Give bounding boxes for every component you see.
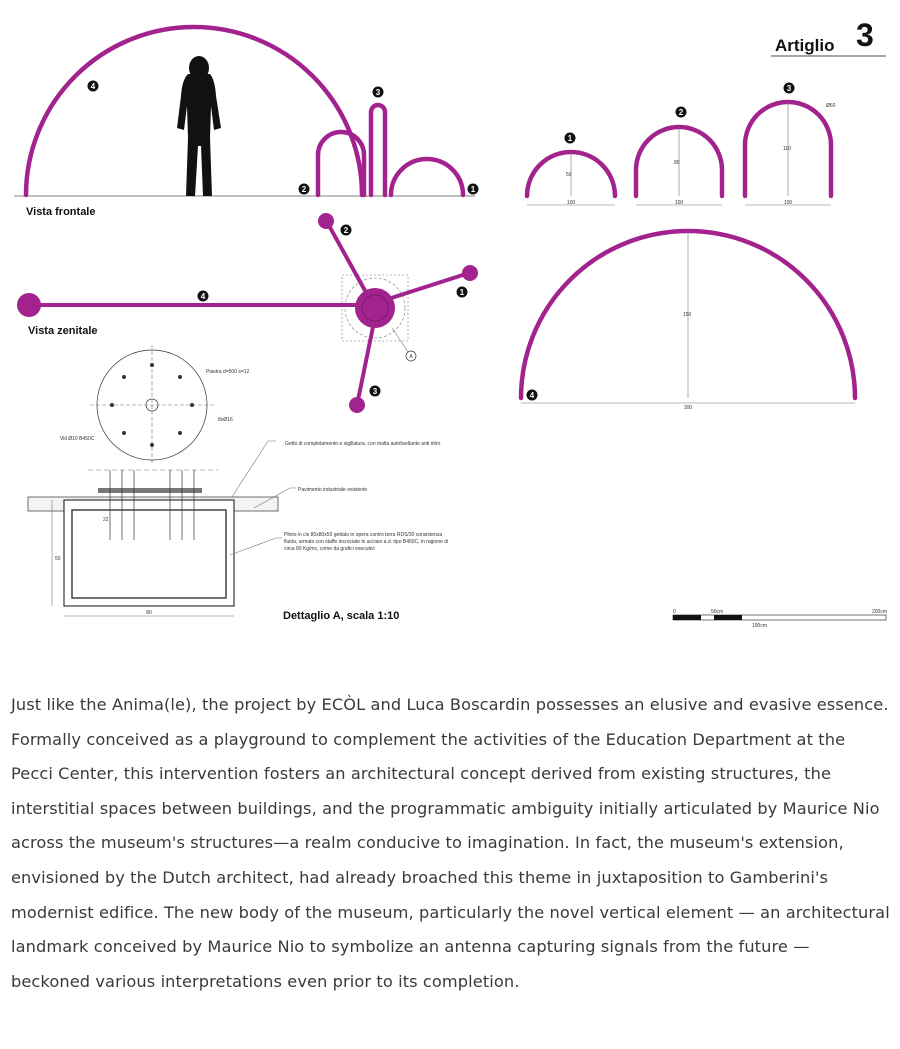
article-paragraph: Just like the Anima(le), the project by ECÒL and Luca Boscardin possesses an elusive and evasive essence. Formally conceived as a playground to complement the activities of the Education Department at the Pecci Center, this intervention fosters an architectural concept derived from existing structures, the interstitial spaces between buildings, and the programmatic ambiguity initially articulated by Maurice Nio across the museum's structures—a realm conducive to imagination. In fact, the museum's extension, envisioned by the Dutch architect, had already broached this theme in juxtaposition to Gamberini's modernist edifice. The new body of the museum, particularly the novel vertical element — an architectural landmark conceived by Maurice Nio to symbolize an antenna capturing signals from the future — beckoned various interpretations even prior to its completion. [11, 695, 890, 991]
base-plate [98, 488, 202, 493]
svg-text:100: 100 [674, 200, 684, 206]
svg-text:200cm: 200cm [872, 609, 888, 615]
end-cap-1 [462, 265, 478, 281]
svg-text:1: 1 [567, 134, 573, 143]
svg-text:4: 4 [90, 82, 96, 91]
marker-4-top [198, 291, 209, 302]
arch-1-detail [527, 133, 615, 207]
note-grout: Getto di completamento e sigillatura, con malta autolivellante anti ritiro [285, 441, 441, 447]
detail-a-callout [392, 328, 416, 361]
person-silhouette [177, 56, 221, 196]
top-view-label: Vista zenitale [28, 325, 98, 337]
svg-text:A: A [409, 354, 413, 360]
end-cap-3 [349, 397, 365, 413]
svg-text:3: 3 [375, 88, 381, 97]
title-word: Artiglio [775, 36, 835, 55]
svg-text:Viti Ø10 B450C: Viti Ø10 B450C [60, 436, 95, 442]
svg-text:150: 150 [683, 312, 692, 318]
top-view [17, 213, 478, 413]
scale-bar [673, 609, 887, 629]
svg-text:2: 2 [301, 185, 307, 194]
marker-2-front [299, 184, 310, 195]
svg-text:80: 80 [146, 610, 152, 616]
plinth-block [64, 500, 234, 606]
note-floor: Pavimento industriale esistente [298, 487, 368, 493]
svg-text:3: 3 [372, 387, 378, 396]
svg-text:50cm: 50cm [711, 609, 724, 615]
arm-1-top [385, 273, 469, 300]
arch-2-detail [636, 107, 722, 207]
detail-label: Dettaglio A, scala 1:10 [283, 610, 400, 622]
arch-3-front [371, 105, 385, 195]
svg-text:100: 100 [783, 200, 793, 206]
front-view [14, 27, 479, 218]
svg-text:100: 100 [566, 200, 576, 206]
svg-text:0: 0 [673, 609, 676, 615]
svg-text:Piastra d=500 s=12: Piastra d=500 s=12 [206, 369, 250, 375]
plinth-section [28, 441, 454, 622]
svg-text:2: 2 [343, 226, 349, 235]
svg-text:4: 4 [200, 292, 206, 301]
svg-text:1: 1 [459, 288, 465, 297]
title-block [771, 17, 886, 56]
marker-4-front [88, 81, 99, 92]
svg-text:8xØ16: 8xØ16 [218, 417, 233, 423]
marker-3-top [370, 386, 381, 397]
svg-text:300: 300 [683, 405, 693, 411]
title-number: 3 [856, 17, 874, 53]
end-cap-2 [318, 213, 334, 229]
marker-3-front [373, 87, 384, 98]
svg-text:110: 110 [783, 146, 791, 152]
note-plinth: Plinto in cls 80x80x50 gettato in opera contro terra RDS/30 consistenza fluida, armato con staffe incrociate in acciaio a.d. tipo B450C, in ragione di circa 80 Kg/mc, come da grafici esecutivi [284, 532, 449, 552]
central-hub [355, 288, 395, 328]
svg-text:1: 1 [470, 185, 476, 194]
front-view-label: Vista frontale [26, 206, 96, 218]
svg-text:80: 80 [674, 160, 680, 166]
svg-text:2: 2 [678, 108, 684, 117]
marker-1-top [457, 287, 468, 298]
svg-text:22: 22 [103, 517, 109, 523]
marker-2-top [341, 225, 352, 236]
arch-1-front [391, 159, 463, 195]
svg-text:4: 4 [529, 391, 535, 400]
svg-text:100cm: 100cm [752, 623, 768, 629]
arch-3-detail [745, 83, 831, 207]
pipe-diameter: Ø60 [826, 103, 836, 109]
arch-4-detail [521, 231, 855, 411]
arch-details [527, 83, 836, 207]
end-cap-4 [17, 293, 41, 317]
svg-text:50: 50 [55, 556, 61, 562]
plate-plan [60, 345, 250, 465]
svg-text:3: 3 [786, 84, 792, 93]
svg-text:50: 50 [566, 172, 572, 178]
marker-1-front [468, 184, 479, 195]
